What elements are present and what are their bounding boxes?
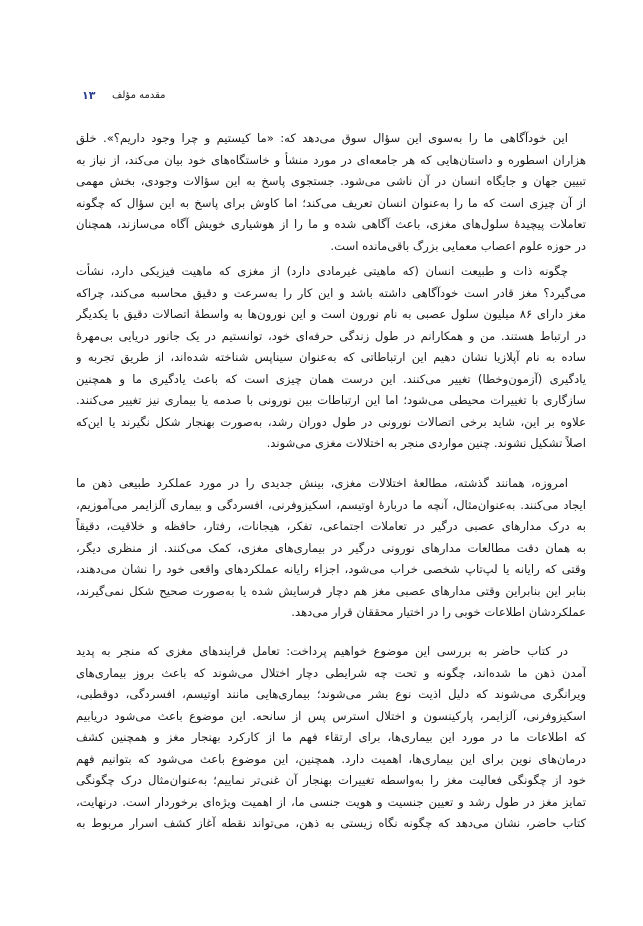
paragraph-3-line: عملکردشان اطلاعات خوبی را در اختیار محققان قرار می‌دهد. — [291, 605, 586, 619]
paragraph-2-line: علاوه بر این، شاید برخی اتصالات نورونی در طول دوران رشد، به‌صورت بهنجار شکل نگیرند یا این‌که — [76, 414, 586, 429]
paragraph-3-line: وقتی که رایانه یا لپ‌تاپ شخصی خراب می‌شود، اجزاء رایانه عملکردهای واقعی خود را نشان می‌دهند، — [76, 562, 586, 576]
paragraph-2-line: مغز دارای ۸۶ میلیون سلول عصبی به نام نورون است و این نورون‌ها به واسطهٔ اتصالات دقیق با یکدیگر — [76, 307, 586, 321]
paragraph-4-line: در کتاب حاضر به بررسی این موضوع خواهیم پرداخت: تعامل فرایندهای مغزی که منجر به پدید — [76, 644, 568, 658]
paragraph-2-line: سازگاری با تغییرات محیطی می‌شود؛ اما این ارتباطات بین نورونی با صدمه یا بیماری نیز تغییر می‌کنند. — [76, 393, 586, 407]
paragraph-4-line: آمدن ذهن ما شده‌اند، چگونه و تحت چه شرایطی دچار اختلال می‌شوند که باعث بروز بیماری‌های — [76, 665, 586, 680]
paragraph-3-line: امروزه، همانند گذشته، مطالعهٔ اختلالات مغزی، بینش جدیدی را در مورد عملکرد طبیعی ذهن ما — [76, 476, 568, 490]
paragraph-1-line: تبیین جهان و جایگاه انسان در آن ناشی می‌شود. جستجوی پاسخ به این سؤالات وجودی، بخش مهمی — [76, 174, 586, 188]
paragraph-4-line: تمایز مغز در طول رشد و تعیین جنسیت و هویت جنسی ما، از اهمیت ویژه‌ای برخوردار است. درنهایت، — [76, 794, 586, 809]
paragraph-3-line: بنابر این بنابراین وقتی مدارهای عصبی مغز هم دچار فرسایش شده یا به‌صورت صحیح شکل نمی‌گیرند، — [76, 583, 586, 598]
paragraph-2-line: در ارتباط هستند. من و همکارانم در طول زندگی حرفه‌ای خود، توانستیم در یک جانور دریایی بی‌مهرهٔ — [76, 328, 586, 343]
paragraph-4-line: کتاب حاضر، نشان می‌دهد که چگونه نگاه زیستی به ذهن، می‌تواند نقطه آغاز کشف اسرار مربوط به — [76, 816, 586, 830]
paragraph-4-line: اسکیزوفرنی، آلزایمر، پارکینسون و اختلال استرس پس از سانحه. این موضوع باعث می‌شود دریابیم — [76, 708, 586, 723]
paragraph-3-line: ایجاد می‌کنند. به‌عنوان‌مثال، آنچه ما دربارهٔ اوتیسم، اسکیزوفرنی، افسردگی و بیماری آلزایمر می‌آموزیم، — [76, 497, 586, 512]
paragraph-2-line: می‌گیرد؟ مغز قادر است خودآگاهی داشته باشد و این کار را به‌سرعت و دقیق محاسبه می‌کند، چراکه — [76, 285, 586, 300]
paragraph-2-line: چگونه ذات و طبیعت انسان (که ماهیتی غیرمادی دارد) از مغزی که ماهیت فیزیکی دارد، نشأت — [76, 264, 568, 278]
paragraph-1-line: هزاران اسطوره و داستان‌هایی که هر جامعه‌ای در مورد منشأ و خاستگاه‌های خود بیان می‌کند، از نیاز به — [76, 152, 586, 167]
paragraph-4-line: درمان‌های نوین برای این بیماری‌ها، اهمیت دارد. همچنین، این موضوع باعث می‌شود که بتوانیم فهم — [76, 751, 586, 766]
paragraph-1-line: از آن چیزی است که ما را به‌عنوان انسان تعریف می‌کند؛ اما کاوش برای پاسخ به این سؤال که چگونه — [76, 195, 586, 210]
paragraph-1-line: در حوزه علوم اعصاب معمایی بزرگ باقی‌مانده است. — [330, 238, 586, 253]
page-number: ۱۳ — [82, 89, 96, 102]
paragraph-1-line: این خودآگاهی ما را به‌سوی این سؤال سوق می‌دهد که: «ما کیستیم و چرا وجود داریم؟». خلق — [76, 131, 568, 145]
paragraph-3-line: به درک مدارهای عصبی درگیر در تعاملات اجتماعی، تفکر، هیجانات، رفتار، حافظه و خلاقیت، دقیقاً — [76, 519, 586, 533]
paragraph-2-line: اصلاً تشکیل نشوند. چنین مواردی منجر به اختلالات مغزی می‌شوند. — [266, 436, 586, 450]
paragraph-3-line: به همان دقت مطالعات مدارهای نورونی درگیر در بیماری‌های مغزی، کمک می‌کنند. از منظری دیگر، — [76, 540, 586, 555]
running-header-title: مقدمه مؤلف — [112, 90, 166, 101]
paragraph-4-line: ویرانگری می‌شوند که دلیل اذیت نوع بشر می‌شوند؛ بیماری‌هایی مانند اوتیسم، افسردگی، دوقطبی، — [76, 687, 586, 701]
paragraph-2-line: یادگیری (آزمون‌وخطا) تغییر می‌کنند. این درست همان چیزی است که باعث یادگیری ما و همچنین — [76, 371, 586, 386]
paragraph-1-line: تعاملات پیچیدهٔ سلول‌های مغزی، باعث آگاهی شده و ما را از هوشیاری خویش آگاه می‌سازند، همچنان — [76, 217, 586, 231]
paragraph-4-line: خود از چگونگی فعالیت مغز را به‌واسطه تغییرات بهنجار آن غنی‌تر نماییم؛ به‌عنوان‌مثال درک چگونگی — [76, 773, 586, 787]
paragraph-4-line: که اطلاعات ما در مورد این بیماری‌ها، برای ارتقاء فهم ما از کارکرد بهنجار مغز و همچنین کشف — [76, 730, 586, 744]
paragraph-2-line: ساده به نام آپلازیا نشان دهیم این ارتباطاتی که به‌عنوان سیناپس شناخته شده‌اند، از طریق تجربه و — [76, 350, 586, 364]
